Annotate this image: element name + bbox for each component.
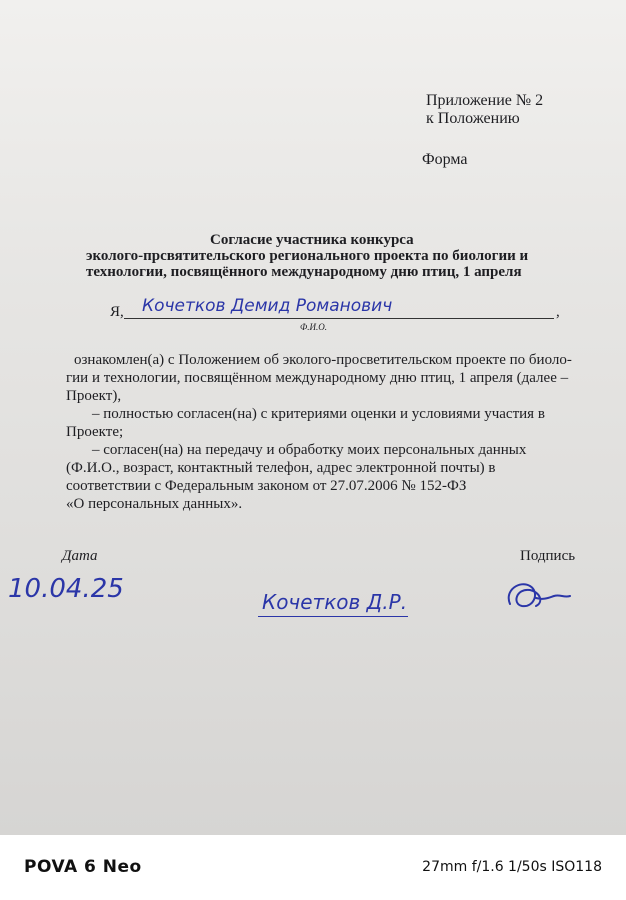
appendix-line-1: Приложение № 2 — [426, 92, 544, 109]
fio-caption: Ф.И.О. — [300, 322, 327, 332]
form-label: Форма — [422, 151, 468, 168]
handwritten-date: 10.04.25 — [8, 574, 124, 604]
camera-brand: POVA 6 Neo — [24, 857, 142, 877]
body-line-3: Проект), — [66, 388, 122, 404]
title-line-2: эколого-прсвятительского регионального проекта по биологии и — [86, 248, 529, 264]
body-line-1: ознакомлен(а) с Положением об эколого-просветительском проекте по биоло- — [74, 352, 572, 368]
signature-label: Подпись — [520, 548, 576, 564]
body-line-8: соответствии с Федеральным законом от 27.07.2006 № 152-ФЗ — [66, 478, 467, 494]
handwritten-signer-name: Кочетков Д.Р. — [262, 590, 408, 614]
body-line-9: «О персональных данных». — [66, 496, 243, 512]
signature-mark — [500, 576, 580, 616]
camera-watermark-bar — [0, 835, 626, 900]
body-line-6: – согласен(на) на передачу и обработку моих персональных данных — [92, 442, 527, 458]
camera-exif: 27mm f/1.6 1/50s ISO118 — [422, 859, 602, 875]
name-underline — [124, 318, 554, 319]
ya-label: Я, — [110, 304, 124, 320]
date-label: Дата — [62, 548, 98, 564]
body-line-4: – полностью согласен(на) с критериями оценки и условиями участия в — [92, 406, 545, 422]
title-line-1: Согласие участника конкурса — [210, 232, 414, 248]
handwritten-name: Кочетков Демид Романович — [142, 296, 393, 316]
body-line-7: (Ф.И.О., возраст, контактный телефон, адрес электронной почты) в — [66, 460, 496, 476]
title-line-3: технологии, посвящённого международному дню птиц, 1 апреля — [86, 264, 522, 280]
appendix-line-2: к Положению — [426, 110, 520, 127]
body-line-5: Проекте; — [66, 424, 124, 440]
body-line-2: гии и технологии, посвящённом международному дню птиц, 1 апреля (далее – — [66, 370, 569, 386]
name-comma: , — [556, 304, 560, 320]
signer-underline — [258, 616, 408, 617]
